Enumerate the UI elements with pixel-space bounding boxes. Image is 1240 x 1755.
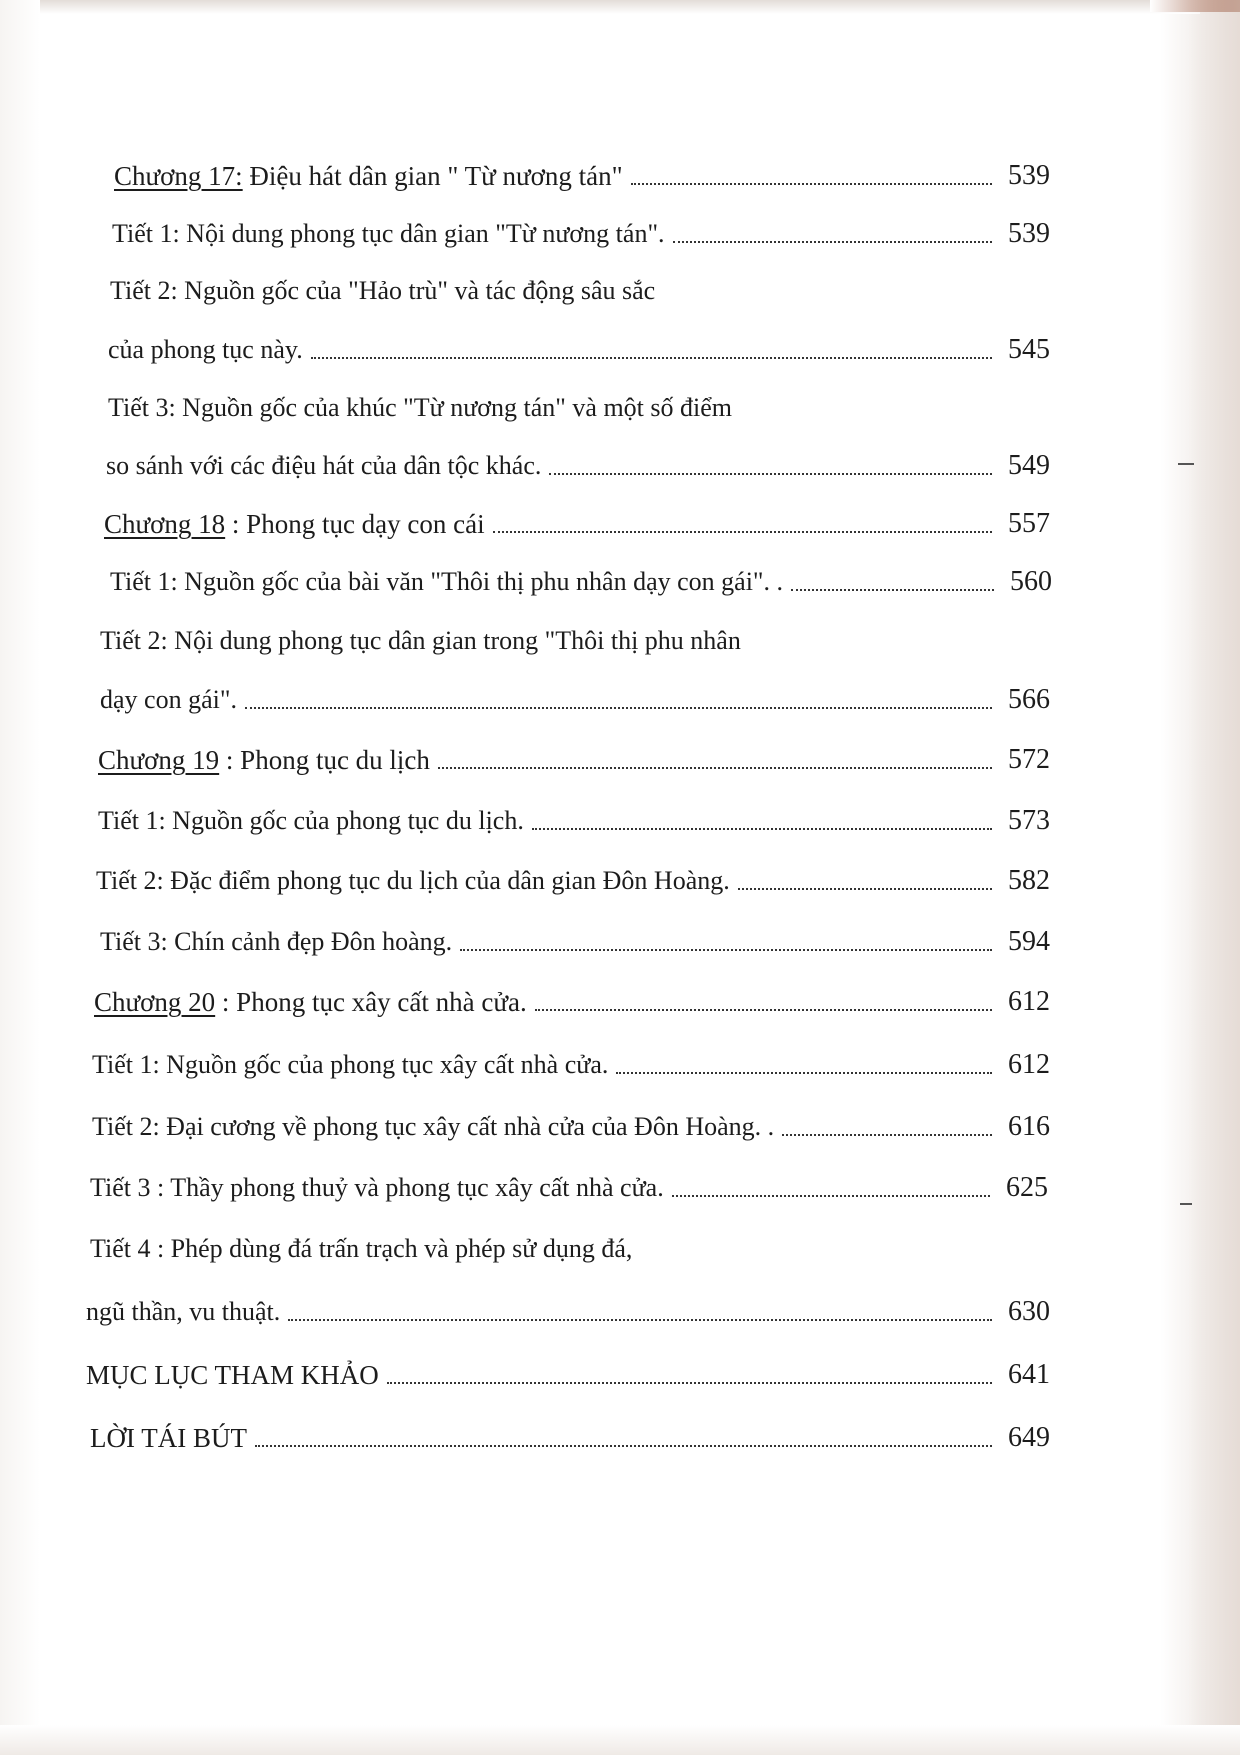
- entry-title: Tiết 4 : Phép dùng đá trấn trạch và phép sử dụng đá,: [90, 1234, 633, 1263]
- dot-leader: [549, 472, 992, 475]
- page-number: 539: [1008, 160, 1050, 191]
- entry-title: Tiết 3 : Thầy phong thuỷ và phong tục xây cất nhà cửa.: [90, 1173, 664, 1202]
- toc-entry[interactable]: [100, 617, 1050, 657]
- chapter-label: Chương 20: [94, 987, 216, 1017]
- toc-chapter-17[interactable]: [114, 152, 1050, 192]
- dot-leader: [672, 1194, 990, 1197]
- toc-entry[interactable]: [90, 1164, 1048, 1204]
- page-right-shadow: [1188, 0, 1240, 1755]
- dot-leader: [782, 1133, 992, 1136]
- toc-entry[interactable]: [106, 442, 1050, 482]
- entry-title: Tiết 2: Đặc điểm phong tục du lịch của dân gian Đôn Hoàng.: [96, 866, 730, 895]
- toc-chapter-18[interactable]: [104, 500, 1050, 540]
- entry-title: Tiết 3: Chín cảnh đẹp Đôn hoàng.: [100, 927, 453, 956]
- entry-title: Tiết 1: Nội dung phong tục dân gian "Từ nương tán".: [112, 219, 665, 248]
- toc-entry[interactable]: [100, 676, 1050, 716]
- page-number: 560: [1010, 566, 1052, 597]
- dot-leader: [791, 588, 994, 591]
- page-number: 549: [1008, 450, 1050, 481]
- page-number: 572: [1008, 744, 1050, 775]
- page-number: 539: [1008, 218, 1050, 249]
- entry-title: : Phong tục xây cất nhà cửa.: [221, 987, 527, 1017]
- toc-entry[interactable]: [108, 384, 1050, 424]
- dot-leader: [738, 887, 992, 890]
- page-number: 612: [1008, 1049, 1050, 1080]
- dot-leader: [460, 948, 992, 951]
- dot-leader: [311, 356, 992, 359]
- toc-entry[interactable]: [92, 1041, 1050, 1081]
- toc-entry[interactable]: [98, 797, 1050, 837]
- dot-leader: [631, 182, 992, 185]
- toc-chapter-19[interactable]: [98, 736, 1050, 776]
- entry-title: Tiết 1: Nguồn gốc của phong tục xây cất nhà cửa.: [92, 1050, 609, 1079]
- toc-entry[interactable]: [110, 267, 1050, 307]
- entry-title: Tiết 3: Nguồn gốc của khúc "Từ nương tán" và một số điểm: [108, 393, 733, 422]
- page-number: 582: [1008, 865, 1050, 896]
- page-number: 594: [1008, 926, 1050, 957]
- dot-leader: [532, 827, 992, 830]
- toc-entry[interactable]: [90, 1225, 1050, 1265]
- entry-title: : Phong tục dạy con cái: [231, 509, 485, 539]
- toc-entry[interactable]: [96, 857, 1050, 897]
- toc-entry[interactable]: [86, 1288, 1050, 1328]
- page-number: 616: [1008, 1111, 1050, 1142]
- dot-leader: [255, 1444, 992, 1447]
- toc-entry[interactable]: [110, 558, 1052, 598]
- page-number: 625: [1006, 1172, 1048, 1203]
- toc-entry[interactable]: [108, 326, 1050, 366]
- toc-entry[interactable]: [92, 1103, 1050, 1143]
- entry-title: : Phong tục du lịch: [225, 745, 430, 775]
- margin-mark: [1180, 1203, 1192, 1205]
- page-bottom-shadow: [0, 1725, 1240, 1755]
- toc-afterword[interactable]: [90, 1414, 1050, 1454]
- entry-title: MỤC LỤC THAM KHẢO: [86, 1360, 379, 1390]
- entry-title: Điệu hát dân gian " Từ nương tán": [249, 161, 623, 191]
- page-number: 545: [1008, 334, 1050, 365]
- dot-leader: [673, 240, 992, 243]
- page-number: 641: [1008, 1359, 1050, 1390]
- dot-leader: [535, 1008, 992, 1011]
- margin-mark: [1178, 463, 1194, 465]
- entry-title: so sánh với các điệu hát của dân tộc khác.: [106, 451, 542, 480]
- dot-leader: [616, 1071, 992, 1074]
- page-number: 573: [1008, 805, 1050, 836]
- dot-leader: [245, 706, 992, 709]
- entry-title: Tiết 2: Nội dung phong tục dân gian trong "Thôi thị phu nhân: [100, 626, 741, 655]
- toc-entry[interactable]: [112, 210, 1050, 250]
- entry-title: của phong tục này.: [108, 335, 303, 364]
- page-number: 566: [1008, 684, 1050, 715]
- toc-chapter-20[interactable]: [94, 978, 1050, 1018]
- toc-references[interactable]: [86, 1351, 1050, 1391]
- chapter-label: Chương 17:: [114, 161, 243, 191]
- entry-title: Tiết 2: Đại cương về phong tục xây cất nhà cửa của Đôn Hoàng. .: [92, 1112, 775, 1141]
- page-number: 612: [1008, 986, 1050, 1017]
- page-top-edge: [40, 0, 1200, 14]
- chapter-label: Chương 18: [104, 509, 226, 539]
- entry-title: dạy con gái".: [100, 685, 237, 714]
- page-number: 630: [1008, 1296, 1050, 1327]
- page-number: 649: [1008, 1422, 1050, 1453]
- chapter-label: Chương 19: [98, 745, 220, 775]
- dot-leader: [387, 1381, 992, 1384]
- dot-leader: [493, 530, 992, 533]
- dot-leader: [438, 766, 992, 769]
- entry-title: Tiết 1: Nguồn gốc của phong tục du lịch.: [98, 806, 524, 835]
- toc-entry[interactable]: [100, 918, 1050, 958]
- entry-title: Tiết 2: Nguồn gốc của "Hảo trù" và tác động sâu sắc: [110, 276, 656, 305]
- entry-title: LỜI TÁI BÚT: [90, 1423, 247, 1453]
- page-number: 557: [1008, 508, 1050, 539]
- dot-leader: [288, 1318, 992, 1321]
- entry-title: Tiết 1: Nguồn gốc của bài văn "Thôi thị phu nhân dạy con gái". .: [110, 567, 784, 596]
- entry-title: ngũ thần, vu thuật.: [86, 1297, 281, 1326]
